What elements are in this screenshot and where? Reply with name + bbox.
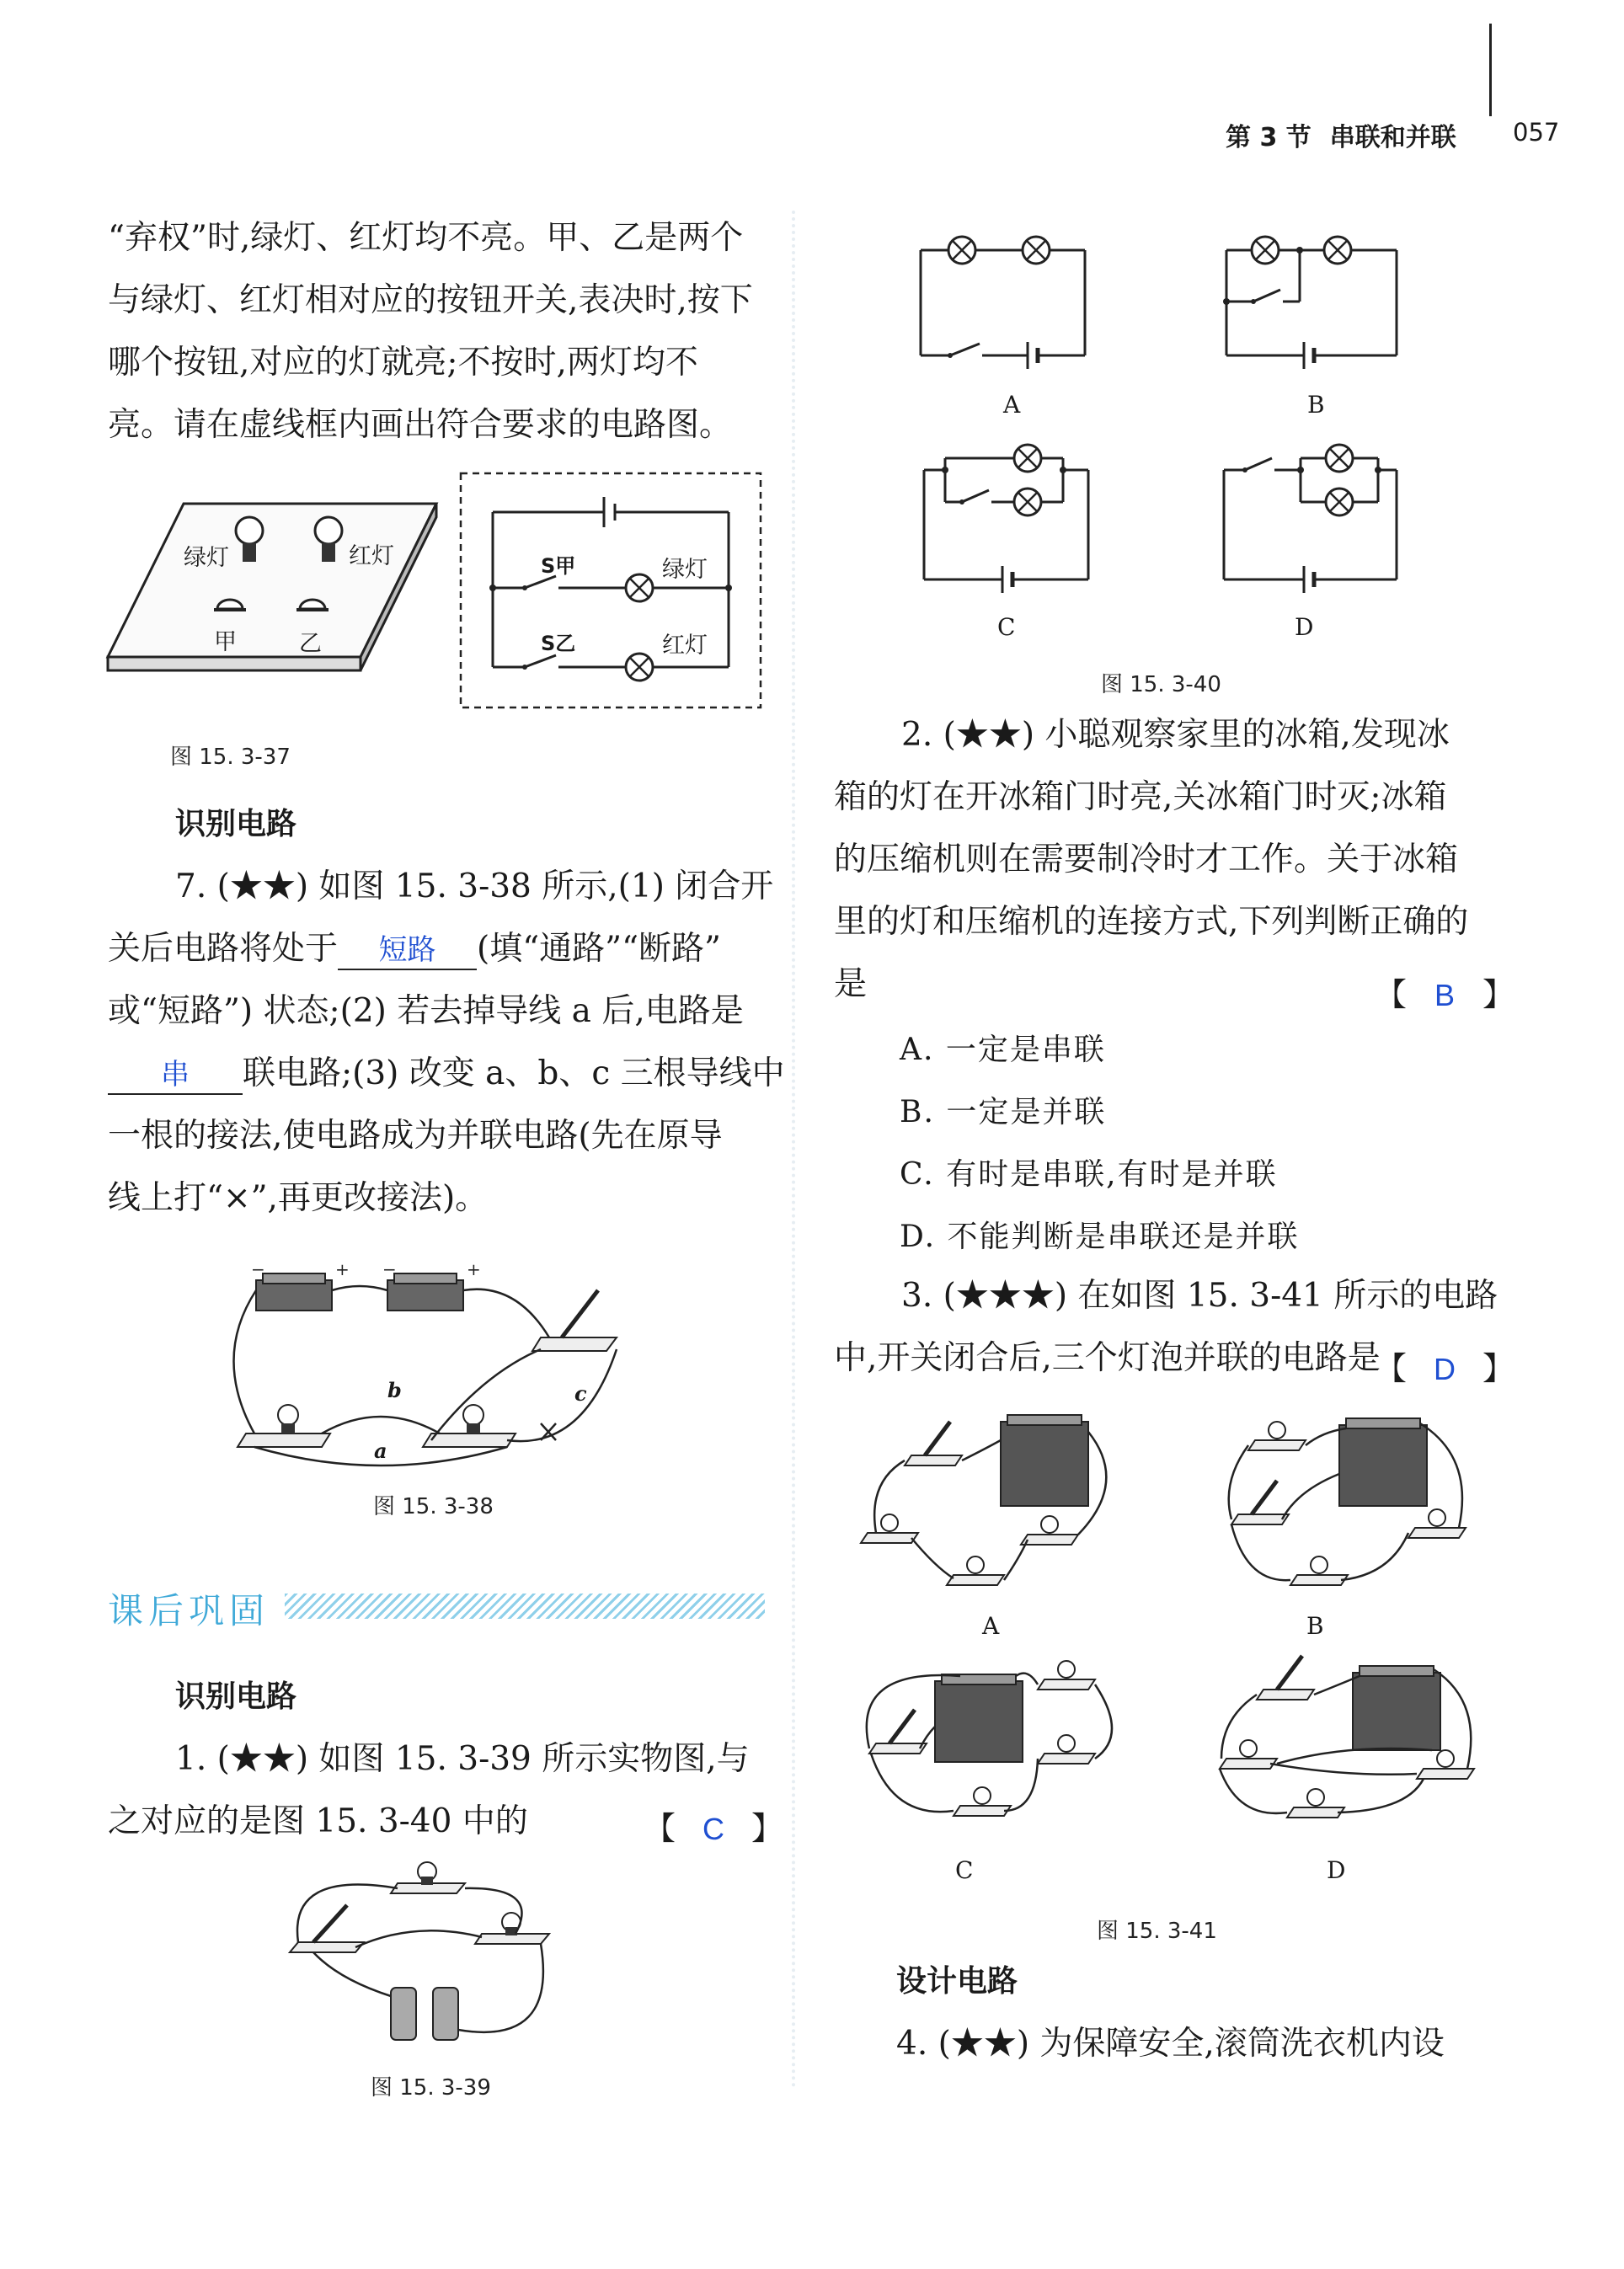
caption-fig-38: 图 15. 3-38 (373, 1494, 494, 1519)
q1-answer: C (702, 1812, 725, 1846)
q2-line-5: 是 (834, 965, 868, 1003)
section-banner-hatch (285, 1594, 765, 1619)
q1-line-1: 1. (★★) 如图 15. 3-39 所示实物图,与 (175, 1740, 750, 1778)
svg-text:+: + (467, 1259, 481, 1279)
circuit-diagram-D (1220, 423, 1405, 600)
label-green-lamp: 绿灯 (184, 545, 229, 571)
q7-line-2-pre: 关后电路将处于 (108, 930, 339, 968)
svg-text:−: − (382, 1259, 397, 1279)
caption-fig-40: 图 15. 3-40 (1101, 672, 1221, 697)
subhead-identify-circuit-2: 识别电路 (175, 1679, 297, 1714)
q7-line-1: 7. (★★) 如图 15. 3-38 所示,(1) 闭合开 (175, 868, 774, 905)
q7-line-4-post: 联电路;(3) 改变 a、b、c 三根导线中 (243, 1054, 785, 1092)
q7-line-3: 或“短路”) 状态;(2) 若去掉导线 a 后,电路是 (108, 992, 744, 1030)
q2-choice-A: A. 一定是串联 (900, 1033, 1106, 1067)
q7-answer-short-circuit: 短路 (338, 932, 477, 970)
page-number: 057 (1513, 118, 1560, 147)
voting-board-figure (108, 497, 445, 682)
wire-label-a: a (374, 1439, 387, 1463)
physical-circuit-41-D (1213, 1651, 1491, 1836)
svg-text:+: + (335, 1259, 350, 1279)
header-rule (1489, 24, 1492, 116)
physical-circuit-figure-39 (288, 1853, 591, 2063)
fig41-label-D: D (1327, 1856, 1346, 1884)
caption-fig-37: 图 15. 3-37 (170, 745, 291, 770)
q7-line-6: 线上打“×”,再更改接法)。 (108, 1179, 489, 1217)
section-number: 第 3 节 (1226, 123, 1311, 152)
label-circuit-red: 红灯 (662, 633, 708, 659)
q2-line-3: 的压缩机则在需要制冷时才工作。关于冰箱 (834, 841, 1459, 878)
q2-line-1: 2. (★★) 小聪观察家里的冰箱,发现冰 (901, 716, 1450, 754)
q3-line-2: 中,开关闭合后,三个灯泡并联的电路是 (834, 1339, 1381, 1377)
q4-line-1: 4. (★★) 为保障安全,滚筒洗衣机内设 (896, 2025, 1445, 2063)
physical-circuit-41-B (1221, 1407, 1491, 1600)
label-s-jia: S甲 (541, 554, 576, 578)
label-s-yi: S乙 (541, 632, 576, 655)
label-yi: 乙 (299, 631, 322, 657)
column-separator (792, 211, 795, 2089)
q7-answer-series: 串 (108, 1056, 243, 1095)
physical-circuit-figure-38 (229, 1257, 650, 1476)
physical-circuit-41-A (859, 1407, 1129, 1600)
subhead-identify-circuit: 识别电路 (175, 807, 297, 841)
section-banner-title: 课后巩固 (108, 1590, 270, 1631)
q2-line-4: 里的灯和压缩机的连接方式,下列判断正确的 (834, 903, 1469, 941)
q2-choice-C: C. 有时是串联,有时是并联 (900, 1157, 1278, 1192)
q7-line-5: 一根的接法,使电路成为并联电路(先在原导 (108, 1117, 723, 1155)
q7-line-4 (108, 1043, 785, 1105)
circuit-diagram-A (916, 229, 1089, 381)
q2-answer: B (1434, 978, 1456, 1012)
circuit-diagram-C (920, 423, 1097, 600)
intro-line-4: 亮。请在虚线框内画出符合要求的电路图。 (108, 406, 733, 444)
label-jia: 甲 (214, 629, 237, 655)
subhead-design-circuit: 设计电路 (896, 1964, 1018, 1999)
q3-answer-bracket: 【 D 】 (1375, 1350, 1515, 1387)
caption-fig-41: 图 15. 3-41 (1097, 1919, 1217, 1944)
q1-answer-bracket: 【 C 】 (644, 1810, 784, 1847)
fig40-label-D: D (1295, 613, 1314, 641)
circuit-diagram-B (1220, 229, 1401, 381)
q2-choice-D: D. 不能判断是串联还是并联 (900, 1220, 1300, 1254)
wire-label-c: c (574, 1381, 587, 1406)
label-circuit-green: 绿灯 (662, 557, 708, 583)
q3-line-1: 3. (★★★) 在如图 15. 3-41 所示的电路 (901, 1277, 1498, 1315)
section-banner (108, 1583, 765, 1631)
fig40-label-A: A (1003, 391, 1021, 419)
intro-line-2: 与绿灯、红灯相对应的按钮开关,表决时,按下 (108, 281, 753, 319)
q2-answer-bracket: 【 B 】 (1375, 976, 1515, 1013)
q2-choice-B: B. 一定是并联 (900, 1095, 1107, 1129)
fig41-label-B: B (1306, 1612, 1324, 1640)
q7-line-2 (108, 918, 721, 980)
q1-line-2: 之对应的是图 15. 3-40 中的 (108, 1802, 528, 1840)
fig40-label-B: B (1307, 391, 1325, 419)
fig41-label-A: A (982, 1612, 1000, 1640)
section-title: 串联和并联 (1329, 123, 1456, 152)
svg-text:−: − (251, 1259, 265, 1279)
q3-answer: D (1434, 1352, 1456, 1386)
q2-line-2: 箱的灯在开冰箱门时亮,关冰箱门时灭;冰箱 (834, 778, 1447, 816)
intro-line-1: “弃权”时,绿灯、红灯均不亮。甲、乙是两个 (108, 219, 744, 257)
section-header (1226, 116, 1475, 153)
q7-line-2-post: (填“通路”“断路” (477, 930, 721, 968)
fig41-label-C: C (955, 1856, 974, 1884)
label-red-lamp: 红灯 (349, 543, 394, 569)
intro-line-3: 哪个按钮,对应的灯就亮;不按时,两灯均不 (108, 344, 698, 382)
fig40-label-C: C (997, 613, 1016, 641)
answer-circuit-box (459, 472, 762, 709)
caption-fig-39: 图 15. 3-39 (371, 2075, 491, 2101)
physical-circuit-41-C (859, 1651, 1129, 1836)
wire-label-b: b (387, 1378, 402, 1402)
